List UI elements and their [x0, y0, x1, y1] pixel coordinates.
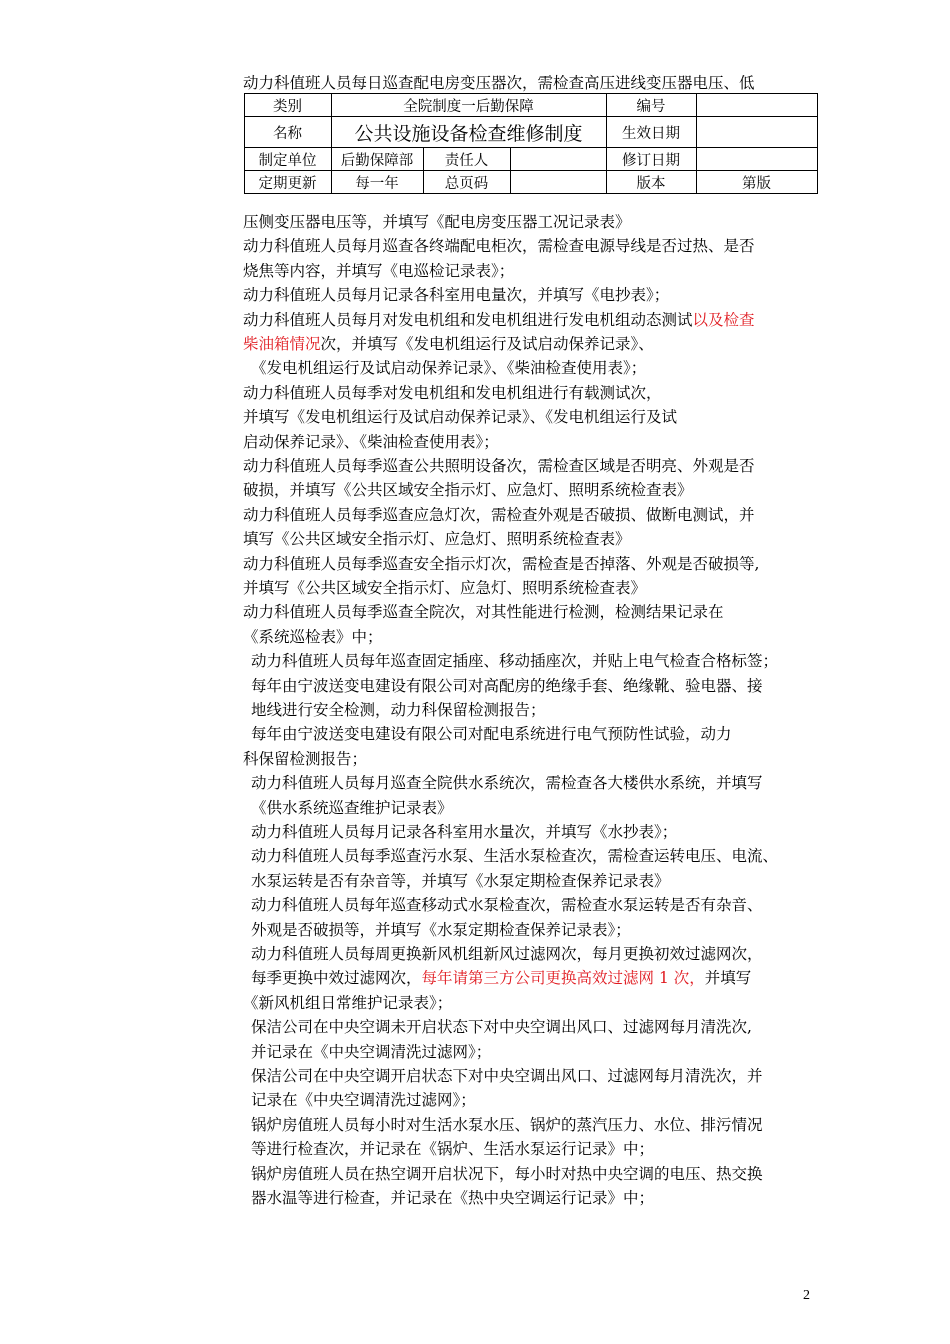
line-text: 保洁公司在中央空调开启状态下对中央空调出风口、过滤网每月清洗次，并: [251, 1067, 763, 1085]
line-text: 动力科值班人员每周更换新风机组新风过滤网次，每月更换初效过滤网次，: [251, 945, 763, 963]
line-text: 科保留检测报告；: [243, 750, 368, 768]
line-text: 并记录在《中央空调清洗过滤网》；: [251, 1043, 492, 1061]
highlight-text: 每年请第三方公司更换高效过滤网 1 次，: [421, 969, 705, 987]
body-line: [251, 968, 751, 988]
category-label: 类别: [244, 94, 331, 117]
line-tail-text: 并填写: [704, 969, 752, 987]
body-line: [243, 261, 514, 281]
line-text: 每季更换中效过滤网次，: [251, 969, 422, 987]
name-label: 名称: [244, 117, 331, 148]
line-text: 《新风机组日常维护记录表》；: [243, 994, 453, 1012]
line-text: 地线进行安全检测，动力科保留检测报告；: [251, 701, 546, 719]
body-line: [251, 1139, 654, 1159]
document-header-table: [133, 93, 818, 194]
body-line: [243, 529, 631, 549]
line-text: 并填写《发电机组运行及试启动保养记录》、《发电机组运行及试: [243, 408, 678, 426]
body-line: [243, 310, 755, 330]
top-line: 动力科值班人员每日巡查配电房变压器次，需检查高压进线变压器电压、低: [243, 74, 755, 92]
line-text: 外观是否破损等，并填写《水泵定期检查保养记录表》；: [251, 921, 631, 939]
line-text: 并填写《公共区域安全指示灯、应急灯、照明系统检查表》: [243, 579, 647, 597]
line-text: 压侧变压器电压等，并填写《配电房变压器工况记录表》: [243, 213, 631, 231]
highlight-text: 以及检查: [692, 311, 755, 329]
body-line: [251, 1188, 654, 1208]
line-text: 动力科值班人员每季巡查公共照明设备次，需检查区域是否明亮、外观是否: [243, 457, 755, 475]
line-text: 动力科值班人员每月巡查各终端配电柜次，需检查电源导线是否过热、是否: [243, 237, 755, 255]
line-text: 等进行检查次，并记录在《锅炉、生活水泵运行记录》中；: [251, 1140, 655, 1158]
line-text: 锅炉房值班人员在热空调开启状况下，每小时对热中央空调的电压、热交换: [251, 1165, 763, 1183]
line-text: 《发电机组运行及试启动保养记录》、《柴油检查使用表》；: [251, 359, 647, 377]
revision-date-value: [696, 148, 817, 171]
body-line: [243, 749, 367, 769]
body-line: [243, 236, 755, 256]
line-text: 器水温等进行检查，并记录在《热中央空调运行记录》中；: [251, 1189, 655, 1207]
body-line: [243, 627, 383, 647]
dept-label: 制定单位: [244, 148, 331, 171]
body-line: [243, 480, 693, 500]
body-line: [243, 407, 677, 427]
body-line: [243, 505, 755, 525]
body-line: [251, 1042, 491, 1062]
body-line: [251, 822, 677, 842]
page-number: 2: [803, 1288, 810, 1303]
line-text: 水泵运转是否有杂音等，并填写《水泵定期检查保养记录表》: [251, 872, 670, 890]
body-line: [251, 846, 778, 866]
line-text: 《供水系统巡查维护记录表》: [251, 799, 453, 817]
number-label: 编号: [606, 94, 696, 117]
body-line: [251, 871, 670, 891]
responsible-value: [510, 148, 606, 171]
line-text: 动力科值班人员每年巡查移动式水泵检查次，需检查水泵运转是否有杂音、: [251, 896, 763, 914]
body-line: [251, 773, 763, 793]
total-pages-value: [510, 171, 606, 194]
line-text: 填写《公共区域安全指示灯、应急灯、照明系统检查表》: [243, 530, 631, 548]
edition-label: 第版: [696, 171, 817, 194]
effective-date-value: [696, 117, 817, 148]
line-text: 每年由宁波送变电建设有限公司对配电系统进行电气预防性试验，动力: [251, 725, 732, 743]
body-line: [243, 456, 755, 476]
line-text: 启动保养记录》、《柴油检查使用表》；: [243, 433, 499, 451]
highlight-text: 柴油箱情况: [243, 335, 321, 353]
line-text: 动力科值班人员每月对发电机组和发电机组进行发电机组动态测试: [243, 311, 693, 329]
line-text: 《系统巡检表》中；: [243, 628, 383, 646]
line-text: 动力科值班人员每月记录各科室用水量次，并填写《水抄表》；: [251, 823, 678, 841]
body-line: [243, 602, 724, 622]
body-line: [251, 651, 778, 671]
name-value: 公共设施设备检查维修制度: [331, 117, 606, 148]
line-text: 锅炉房值班人员每小时对生活水泵水压、锅炉的蒸汽压力、水位、排污情况: [251, 1116, 763, 1134]
line-text: 动力科值班人员每季对发电机组和发电机组进行有载测试次，: [243, 384, 662, 402]
body-line: [251, 1164, 763, 1184]
dept-value: 后勤保障部: [331, 148, 423, 171]
body-line: [251, 1017, 752, 1037]
line-text: 动力科值班人员每季巡查污水泵、生活水泵检查次，需检查运转电压、电流、: [251, 847, 779, 865]
body-line: [243, 334, 654, 354]
body-line: [251, 700, 546, 720]
body-line: [251, 1066, 763, 1086]
version-label: 版本: [606, 171, 696, 194]
body-line: [251, 1115, 763, 1135]
update-value: 每一年: [331, 171, 423, 194]
body-line: [251, 1090, 476, 1110]
body-line: [251, 358, 646, 378]
line-text: 动力科值班人员每月记录各科室用电量次，并填写《电抄表》；: [243, 286, 670, 304]
body-line: [251, 798, 453, 818]
line-text: 动力科值班人员每季巡查全院次，对其性能进行检测，检测结果记录在: [243, 603, 724, 621]
header-blank-cell: [133, 94, 244, 194]
body-line: [243, 432, 499, 452]
body-line: [251, 724, 732, 744]
line-text: 动力科值班人员每年巡查固定插座、移动插座次，并贴上电气检查合格标签；: [251, 652, 779, 670]
number-value: [696, 94, 817, 117]
line-text: 破损，并填写《公共区域安全指示灯、应急灯、照明系统检查表》: [243, 481, 693, 499]
revision-date-label: 修订日期: [606, 148, 696, 171]
body-line: [251, 920, 631, 940]
effective-date-label: 生效日期: [606, 117, 696, 148]
line-text: 烧焦等内容，并填写《电巡检记录表》；: [243, 262, 515, 280]
update-label: 定期更新: [244, 171, 331, 194]
body-line: [251, 676, 763, 696]
line-text: 记录在《中央空调清洗过滤网》；: [251, 1091, 476, 1109]
line-text: 动力科值班人员每月巡查全院供水系统次，需检查各大楼供水系统，并填写: [251, 774, 763, 792]
body-line: [243, 993, 452, 1013]
body-line: [251, 895, 763, 915]
line-text: 保洁公司在中央空调未开启状态下对中央空调出风口、过滤网每月清洗次,: [251, 1018, 752, 1036]
body-line: [243, 285, 669, 305]
body-line: [243, 383, 662, 403]
line-text: 次，并填写《发电机组运行及试启动保养记录》、: [320, 335, 654, 353]
line-text: 每年由宁波送变电建设有限公司对高配房的绝缘手套、绝缘靴、验电器、接: [251, 677, 763, 695]
category-value: 全院制度一后勤保障: [331, 94, 606, 117]
body-line: [243, 578, 646, 598]
body-line: [251, 944, 763, 964]
body-line: [243, 212, 631, 232]
total-pages-label: 总页码: [423, 171, 510, 194]
line-text: 动力科值班人员每季巡查安全指示灯次，需检查是否掉落、外观是否破损等,: [243, 555, 760, 573]
responsible-label: 责任人: [423, 148, 510, 171]
body-line: [243, 554, 759, 574]
line-text: 动力科值班人员每季巡查应急灯次，需检查外观是否破损、做断电测试，并: [243, 506, 755, 524]
